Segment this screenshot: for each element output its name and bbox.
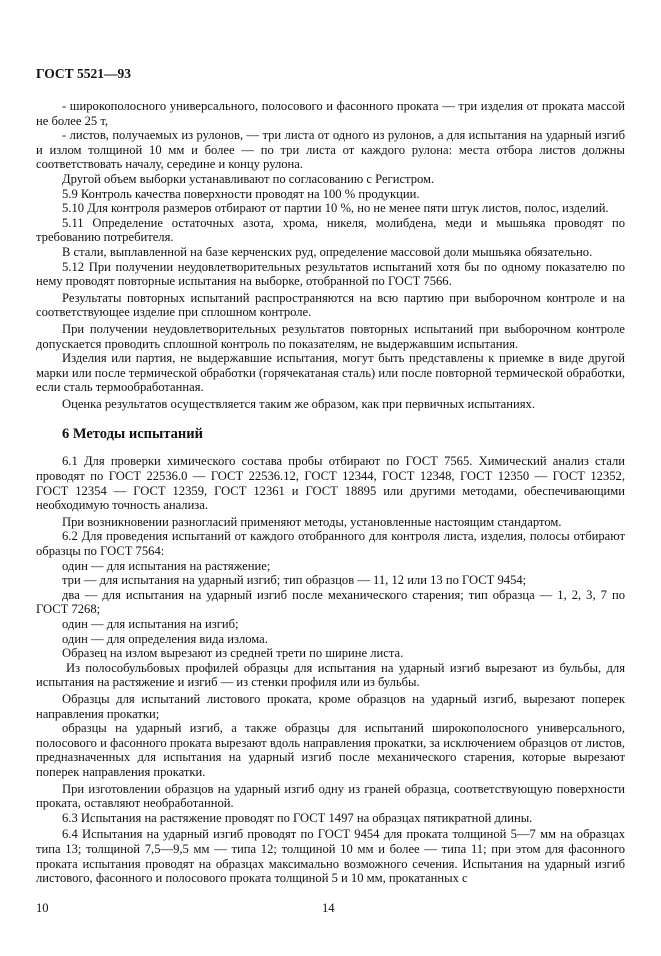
page-footer (36, 900, 625, 916)
paragraph: Из полособульбовых профилей образцы для испытания на ударный изгиб вырезают из бульбы, для испытания на растяжение и изгиб — из стенки профиля или из бульбы. (36, 660, 625, 690)
list-item: три — для испытания на ударный изгиб; тип образцов — 11, 12 или 13 по ГОСТ 9454; (62, 573, 527, 588)
paragraph: 5.12 При получении неудовлетворительных результатов испытаний хотя бы по одному показателю по нему проводят повторные испытания на выборке, отобранной по ГОСТ 7566. (36, 259, 625, 289)
paragraph: образцы на ударный изгиб, а также образцы для испытаний широкополосного универсального, полосового и фасонного проката вырезают вдоль направления прокатки, за исключением образцов от листов, предназначенных для испытания на ударный изгиб после механического старения, которые вырезают поперек направления прокатки. (36, 721, 625, 779)
paragraph: При возникновении разногласий применяют методы, установленные настоящим стандартом. (62, 514, 562, 529)
paragraph: 6.3 Испытания на растяжение проводят по ГОСТ 1497 на образцах пятикратной длины. (62, 810, 533, 825)
paragraph: Образцы для испытаний листового проката, кроме образцов на ударный изгиб, вырезают поперек направления прокатки; (36, 691, 625, 721)
paragraph: 6.4 Испытания на ударный изгиб проводят по ГОСТ 9454 для проката толщиной 5—7 мм на образцах типа 13; толщиной 7,5—9,5 мм — типа 12; толщиной 10 мм и более — типа 11; при этом для фасонного проката испытания проводят на образцах максимально возможного сечения. Испытания на ударный изгиб листового, фасонного и полосового проката толщиной 5 и 10 мм, прокатанных с (36, 827, 625, 886)
list-item: один — для испытания на растяжение; (62, 558, 271, 573)
paragraph: 5.9 Контроль качества поверхности проводят на 100 % продукции. (62, 186, 420, 201)
document-header: ГОСТ 5521—93 (36, 66, 132, 81)
paragraph: 6.1 Для проверки химического состава пробы отбирают по ГОСТ 7565. Химический анализ стали проводят по ГОСТ 22536.0 — ГОСТ 22536.12, ГОСТ 12344, ГОСТ 12348, ГОСТ 12350 — ГОСТ 12352, ГОСТ 12354 — ГОСТ 12359, ГОСТ 12361 и ГОСТ 18895 или другими методами, обеспечивающими необходимую точность анализа. (36, 454, 625, 513)
list-item: два — для испытания на ударный изгиб после механического старения; тип образца — 1, 2, 3, 7 по ГОСТ 7268; (36, 587, 625, 617)
paragraph: При изготовлении образцов на ударный изгиб одну из граней образца, соответствующую поверхности проката, оставляют необработанной. (36, 781, 625, 811)
paragraph: 5.11 Определение остаточных азота, хрома, никеля, молибдена, меди и мышьяка проводят по требованию потребителя. (36, 215, 625, 245)
list-item: один — для определения вида излома. (62, 631, 268, 646)
page-number-left: 10 (36, 900, 49, 915)
paragraph: - листов, получаемых из рулонов, — три листа от одного из рулонов, а для испытания на ударный изгиб и излом толщиной 10 мм и более — по три листа от каждого рулона: места отбора листов должны соответствовать началу, середине и концу рулона. (36, 128, 625, 172)
list-item: один — для испытания на изгиб; (62, 617, 239, 631)
paragraph: Результаты повторных испытаний распространяются на всю партию при выборочном контроле и на соответствующее изделие при сплошном контроле. (36, 290, 625, 320)
paragraph: Другой объем выборки устанавливают по согласованию с Регистром. (62, 171, 435, 186)
page-number-center: 14 (322, 900, 335, 915)
paragraph: - широкополосного универсального, полосового и фасонного проката — три изделия от проката массой не более 25 т, (36, 99, 625, 128)
section-heading: 6 Методы испытаний (62, 426, 203, 443)
document-body (36, 99, 625, 886)
paragraph: 5.10 Для контроля размеров отбирают от партии 10 %, но не менее пяти штук листов, полос, изделий. (62, 201, 609, 216)
paragraph: Образец на излом вырезают из средней трети по ширине листа. (62, 646, 404, 661)
paragraph: В стали, выплавленной на базе керченских руд, определение массовой доли мышьяка обязательно. (62, 244, 593, 259)
paragraph: Изделия или партия, не выдержавшие испытания, могут быть представлены к приемке в виде другой марки или после термической обработки (горячекатаная сталь) или после повторной термической обработки, если сталь термообработанная. (36, 351, 625, 395)
paragraph: При получении неудовлетворительных результатов повторных испытаний при выборочном контроле допускается проводить сплошной контроль по показателям, не выдержавшим испытания. (36, 321, 625, 351)
paragraph: 6.2 Для проведения испытаний от каждого отобранного для контроля листа, изделия, полосы отбирают образцы по ГОСТ 7564: (36, 529, 625, 559)
paragraph: Оценка результатов осуществляется таким же образом, как при первичных испытаниях. (62, 396, 535, 411)
